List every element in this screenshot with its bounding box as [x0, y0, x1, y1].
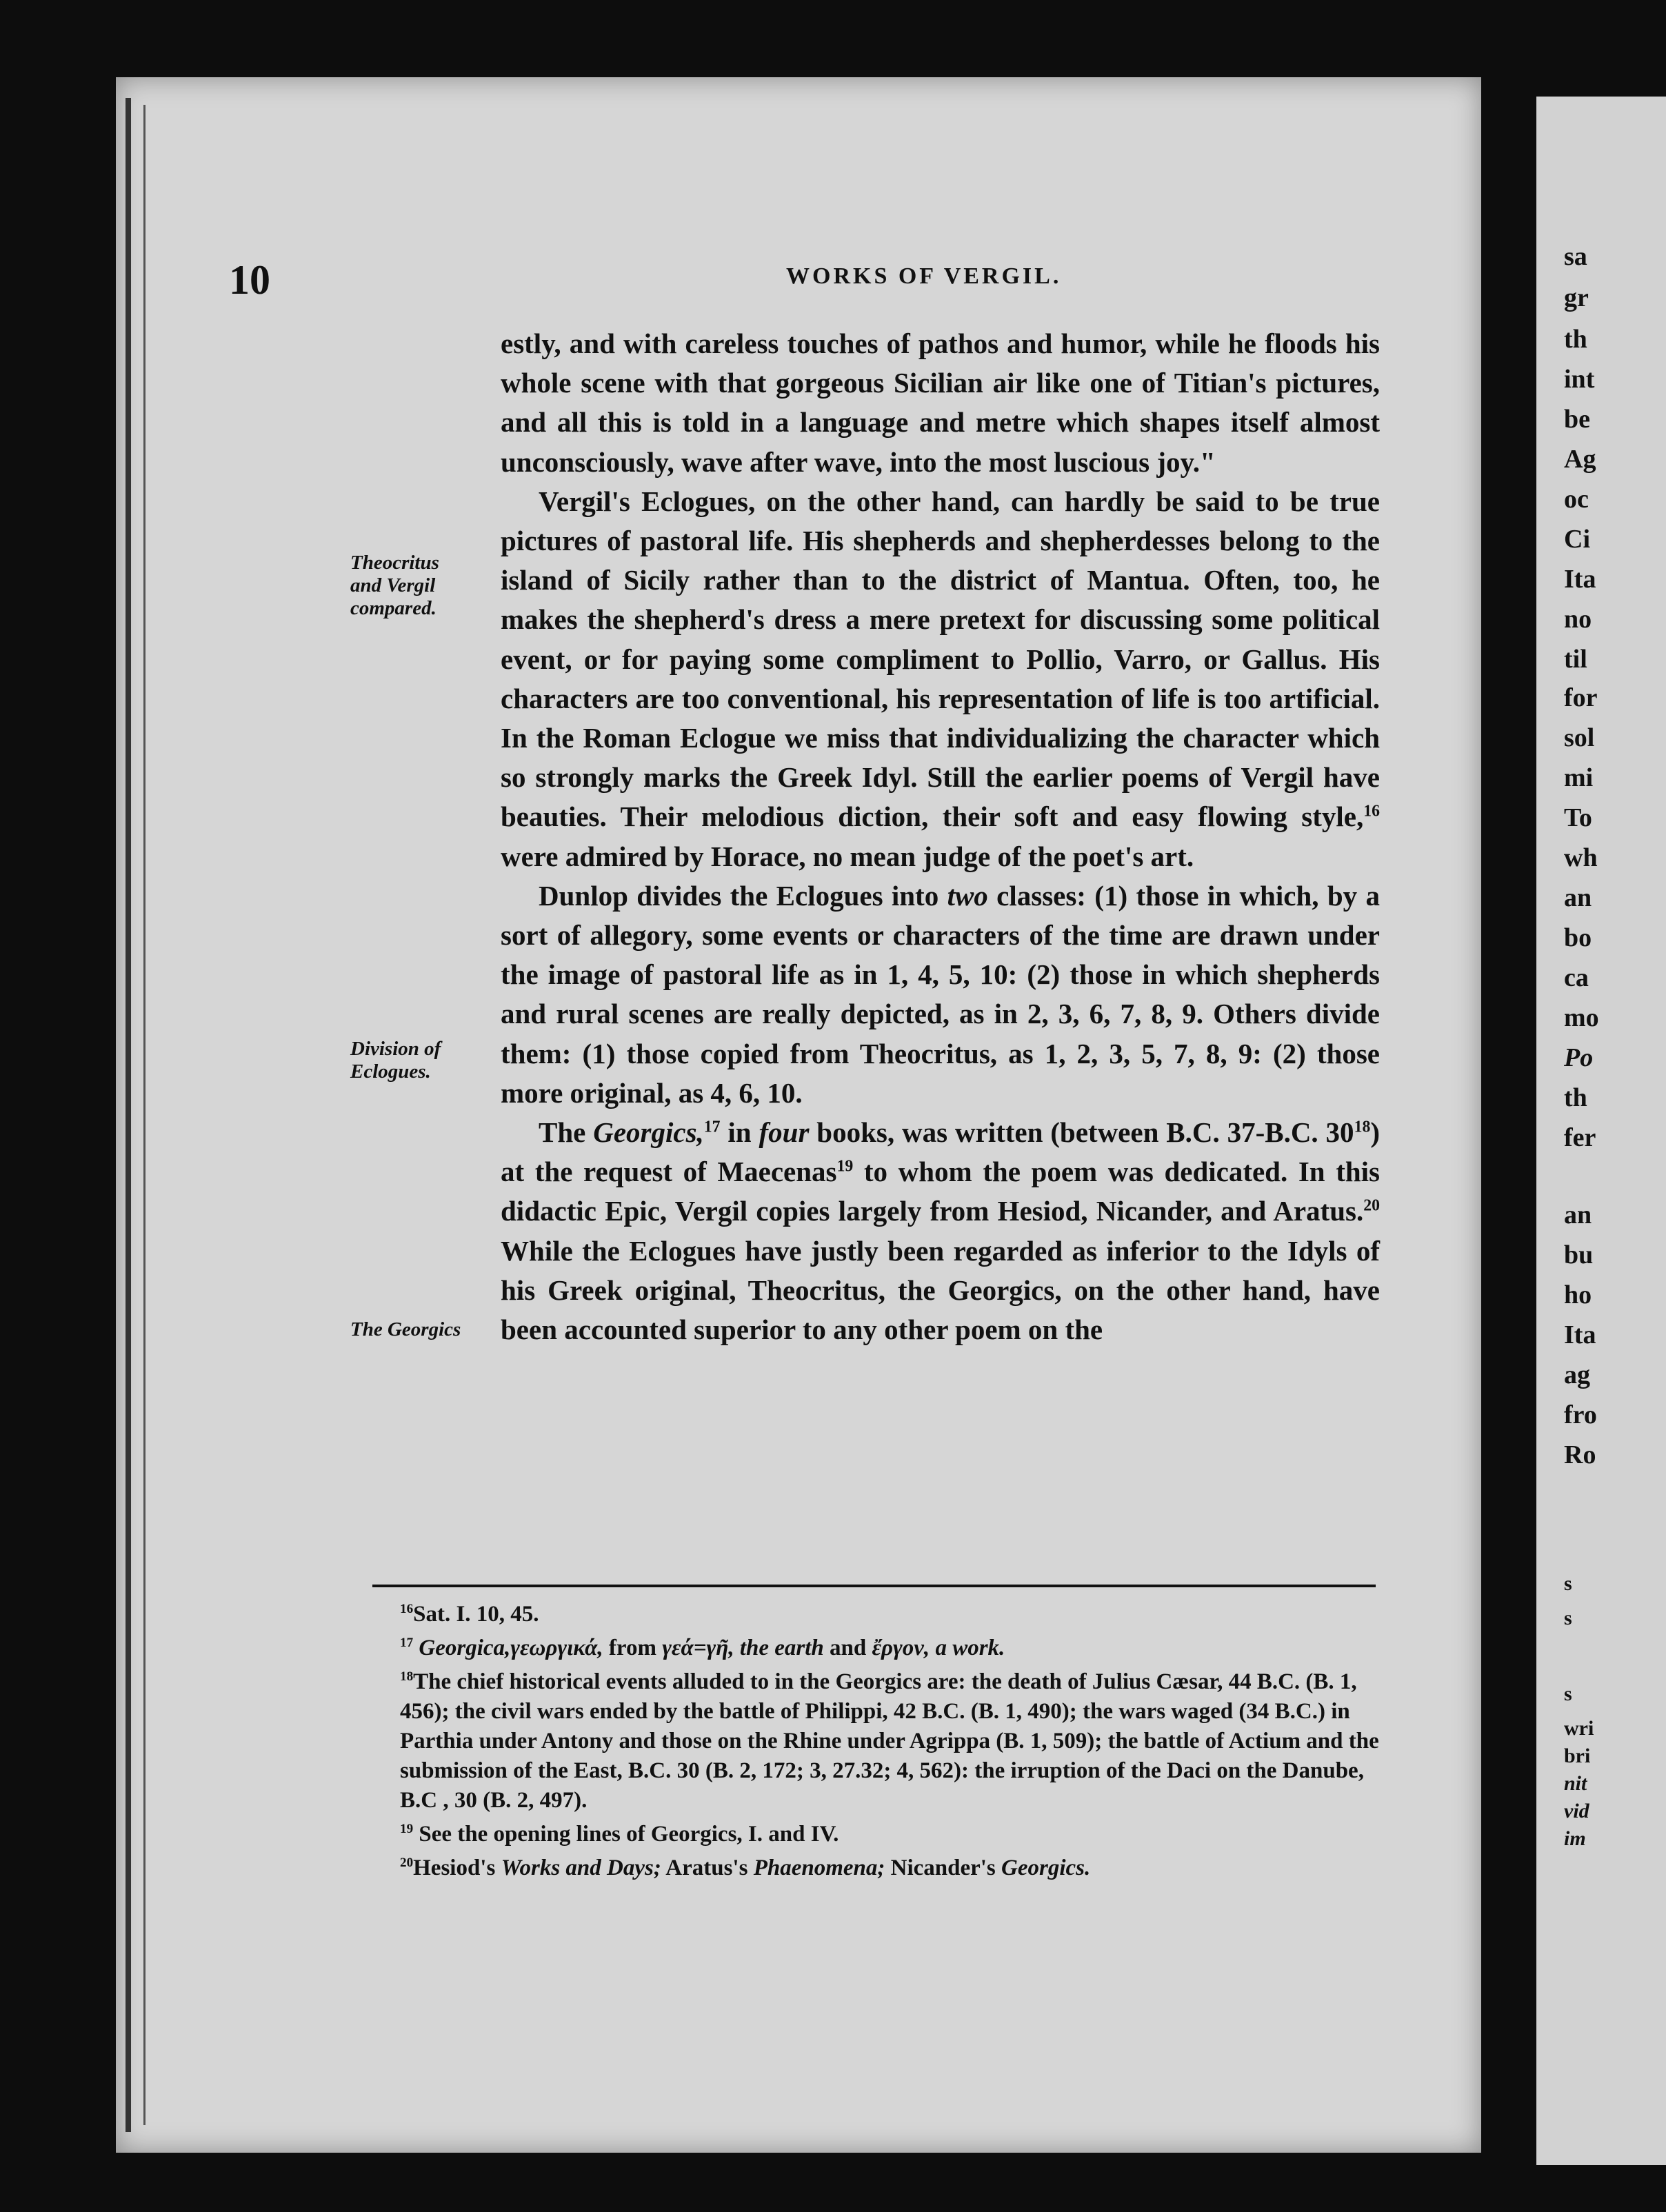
footnote-20: $^{20}$Hesiod's Works and Days; Aratus's Phaenomena; Nicander's Georgics.: [400, 1856, 1091, 1880]
facing-page-fragment: wh: [1564, 843, 1598, 872]
facing-page-fragment: Ita: [1564, 565, 1596, 594]
facing-page-fragment: for: [1564, 683, 1598, 712]
binding-line: [143, 105, 145, 2125]
footnote-16: $^{16}$Sat. I. 10, 45.: [400, 1602, 539, 1627]
facing-page-fragment: an: [1564, 1200, 1592, 1229]
facing-page-fragment: s: [1564, 1572, 1572, 1595]
paragraph-theocritus-vergil: Vergil's Eclogues, on the other hand, can hardly be said to be true pictures of pastoral life. His shepherds and shepherdesses belong to the island of Sicily rather than to the district of Mantua. Often, too, he makes the shepherd's dress a mere pretext for discussing some political event, or for paying some compliment to Pollio, Varro, or Gallus. His characters are too conventional, his representation of life is too artificial. In the Roman Eclogue we miss that individualizing the character which so strongly marks the Greek Idyl. Still the earlier poems of Vergil have beauties. Their melodious diction, their soft and easy flowing style,$^{16}$ were admired by Horace, no mean judge of the poet's art.: [501, 485, 1380, 872]
facing-page-fragment: Ita: [1564, 1320, 1596, 1349]
main-text: [501, 324, 1380, 1349]
facing-page-fragment: gr: [1564, 283, 1589, 312]
margin-note-theocritus: Theocritus and Vergil compared.: [350, 552, 439, 619]
facing-page-fragment: int: [1564, 365, 1595, 394]
footnote-ref-18[interactable]: 18: [1354, 1118, 1371, 1136]
facing-page-fragment: Ci: [1564, 525, 1590, 554]
margin-note-georgics: The Georgics: [350, 1318, 461, 1340]
facing-page-fragment: Po: [1564, 1043, 1594, 1072]
facing-page-fragment: To: [1564, 803, 1592, 832]
facing-page-fragment: th: [1564, 325, 1587, 354]
facing-page: [1536, 97, 1666, 2165]
paragraph-georgics: The Georgics,$^{17}$ in four books, was written (between B.C. 37-B.C. $30^{18}$) at the request of Maecenas$^{19}$ to whom the poem was dedicated. In this didactic Epic, Vergil copies largely from Hesiod, Nicander, and Aratus.$^{20}$ While the Eclogues have justly been regarded as inferior to the Idyls of his Greek original, Theocritus, the Georgics, on the other hand, have been accounted superior to any other poem on the: [501, 1116, 1380, 1346]
facing-page-fragment: sol: [1564, 723, 1595, 752]
facing-page-fragment: no: [1564, 605, 1592, 634]
footnote-ref-16[interactable]: 16: [1363, 802, 1380, 821]
facing-page-fragment: nit: [1564, 1772, 1587, 1795]
margin-note-division: Division of Eclogues.: [350, 1038, 441, 1083]
footnote-ref-20[interactable]: 20: [1363, 1196, 1380, 1215]
facing-page-fragment: fer: [1564, 1123, 1596, 1152]
facing-page-fragment: ho: [1564, 1280, 1592, 1309]
facing-page-fragment: fro: [1564, 1400, 1597, 1429]
facing-page-fragment: bo: [1564, 923, 1592, 952]
running-head: WORKS OF VERGIL.: [786, 263, 1062, 289]
footnotes: [400, 1600, 1386, 1887]
facing-page-fragment: oc: [1564, 485, 1589, 514]
paragraph-division: Dunlop divides the Eclogues into two classes: (1) those in which, by a sort of allegory, some events or characters of the time are drawn under the image of pastoral life as in 1, 4, 5, 10: (2) those in which shepherds and rural scenes are really depicted, as in 2, 3, 6, 7, 8, 9. Others divide them: (1) those copied from Theocritus, as 1, 2, 3, 5, 7, 8, 9: (2) those more original, as 4, 6, 10.: [501, 879, 1380, 1109]
facing-page-fragment: Ro: [1564, 1440, 1596, 1469]
facing-page-fragment: an: [1564, 883, 1592, 912]
binding-edge: [126, 98, 131, 2132]
facing-page-fragment: bu: [1564, 1240, 1594, 1269]
facing-page-fragment: s: [1564, 1682, 1572, 1705]
facing-page-fragment: ag: [1564, 1360, 1590, 1389]
facing-page-fragment: mo: [1564, 1003, 1599, 1032]
facing-page-fragment: bri: [1564, 1745, 1591, 1767]
footnote-19: $^{19}$ See the opening lines of Georgics, I. and IV.: [400, 1822, 839, 1847]
facing-page-fragment: th: [1564, 1083, 1587, 1112]
facing-page-fragment: ca: [1564, 963, 1589, 992]
paragraph-continuation: estly, and with careless touches of pathos and humor, while he floods his whole scene with that gorgeous Sicilian air like one of Titian's pictures, and all this is told in a language and metre which shapes itself almost unconsciously, wave after wave, into the most luscious joy.": [501, 328, 1380, 478]
facing-page-fragment: Ag: [1564, 445, 1596, 474]
facing-page-fragment: vid: [1564, 1800, 1589, 1822]
footnote-rule: [372, 1585, 1376, 1587]
footnote-ref-17[interactable]: 17: [703, 1118, 721, 1136]
page-number: 10: [229, 257, 270, 303]
facing-page-fragment: til: [1564, 645, 1587, 674]
facing-page-fragment: sa: [1564, 242, 1587, 271]
footnote-ref-19[interactable]: 19: [836, 1157, 854, 1176]
facing-page-fragment: wri: [1564, 1717, 1594, 1740]
facing-page-fragment: s: [1564, 1607, 1572, 1629]
facing-page-fragment: be: [1564, 405, 1590, 434]
facing-page-fragment: mi: [1564, 763, 1594, 792]
footnote-17: $^{17}$ Georgica,γεωργικά, from γεά=γῆ, the earth and ἔργον, a work.: [400, 1636, 1005, 1660]
facing-page-fragment: im: [1564, 1827, 1586, 1850]
footnote-18: $^{18}$The chief historical events alluded to in the Georgics are: the death of Julius Cæsar, 44 B.C. (B. 1, 456); the civil wars ended by the battle of Philippi, 42 B.C. (B. 1, 490); the wars waged (34 B.C.) in Parthia under Antony and those on the Rhine under Agrippa (B. 1, 509); the battle of Actium and the submission of the East, B.C. 30 (B. 2, 172; 3, 27.32; 4, 562): the irruption of the Daci on the Danube, B.C , 30 (B. 2, 497).: [400, 1669, 1379, 1813]
